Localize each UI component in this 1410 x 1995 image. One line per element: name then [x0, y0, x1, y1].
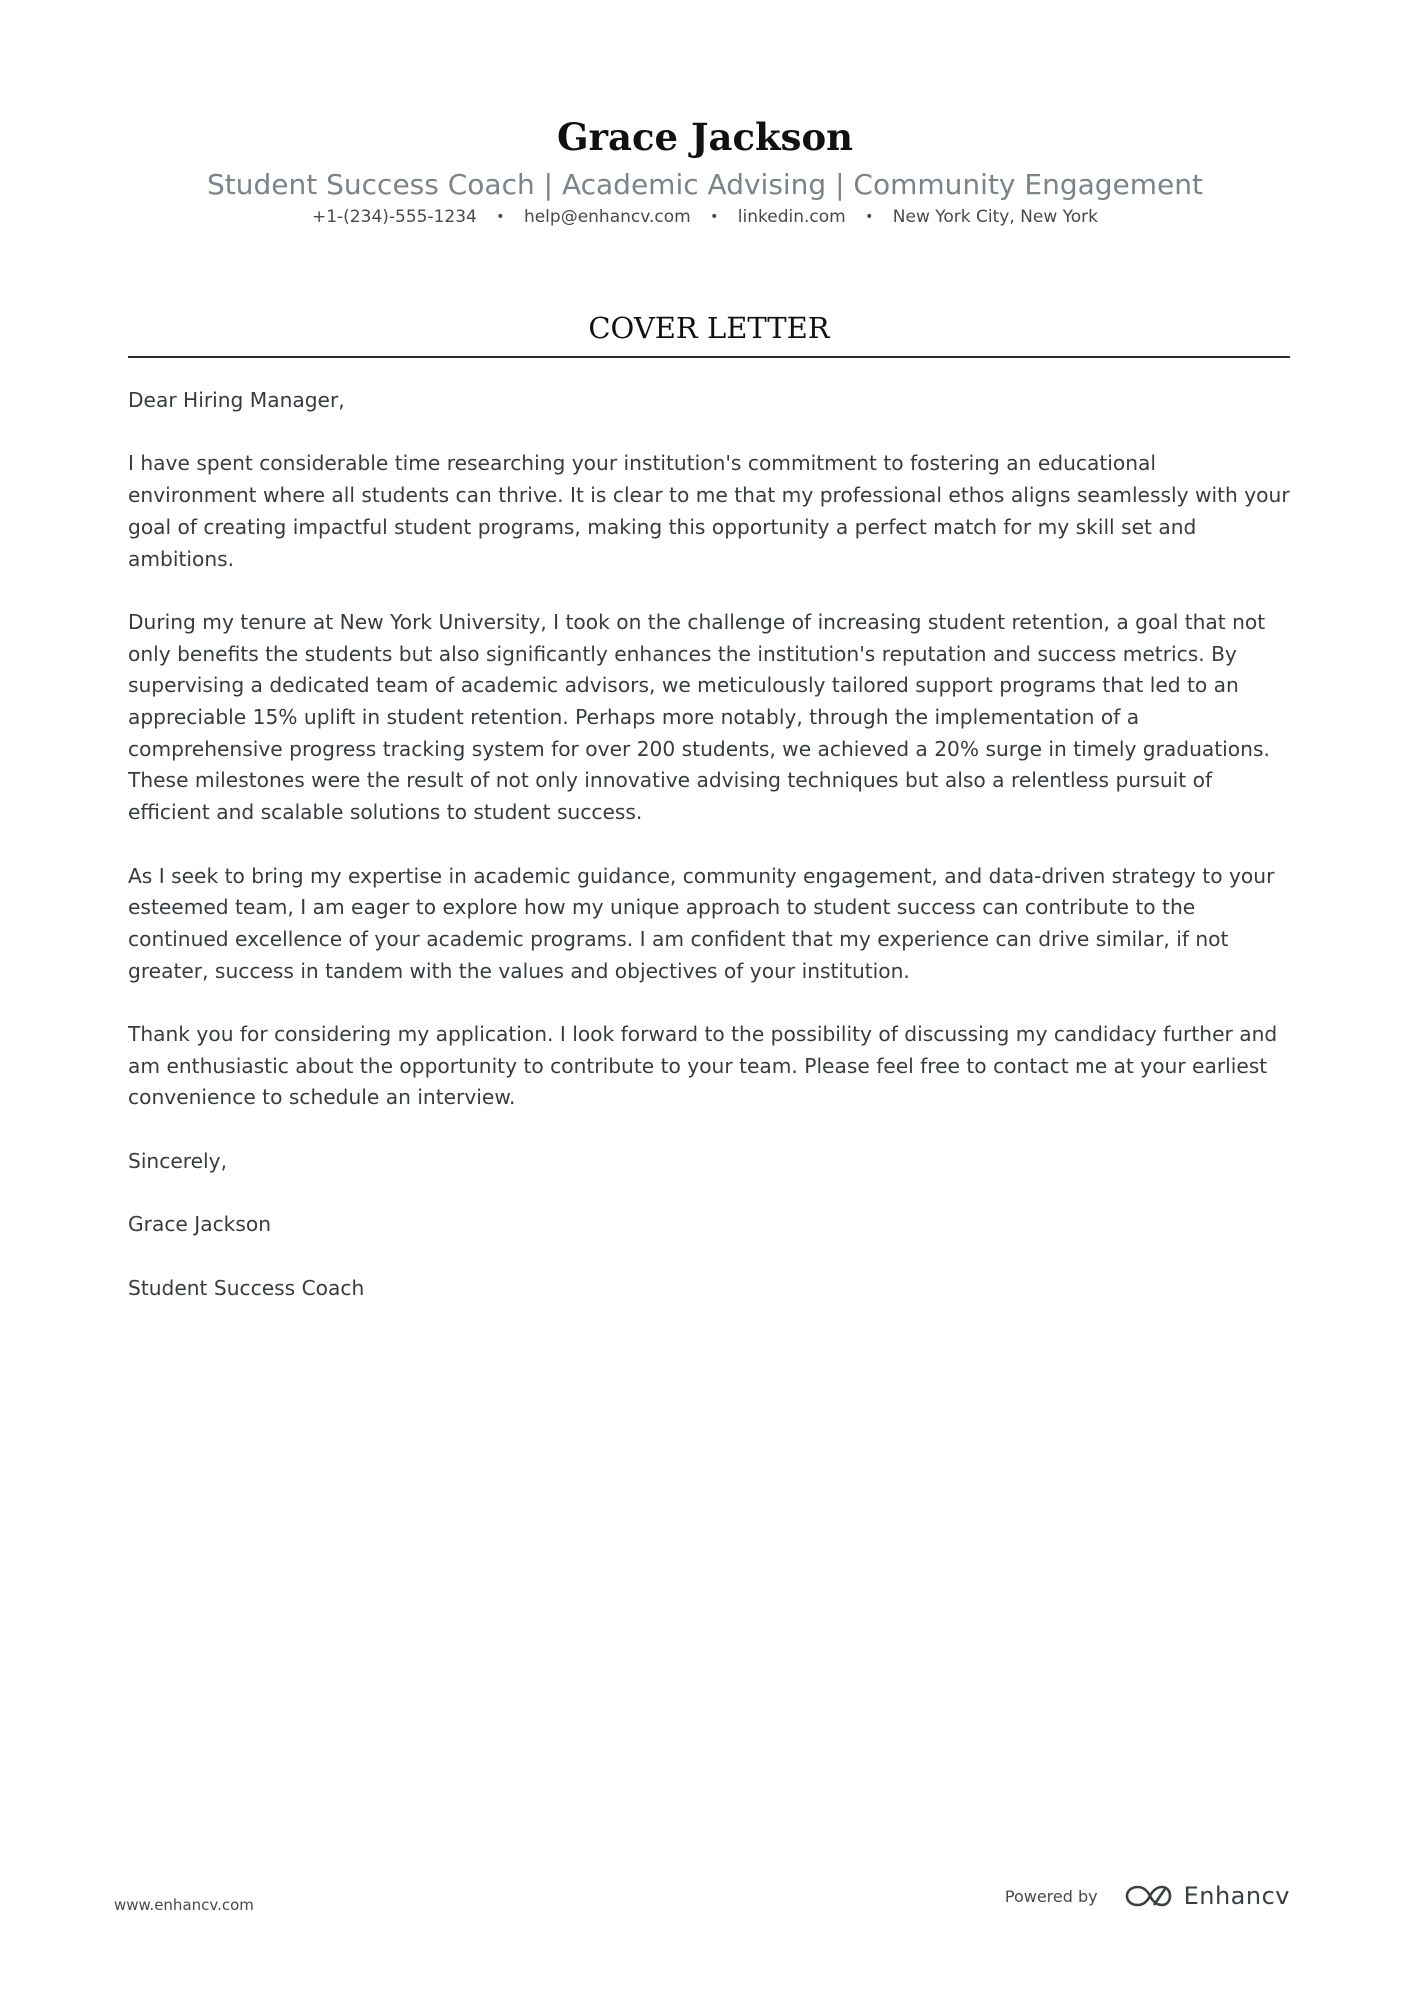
signature-title: Student Success Coach [128, 1275, 365, 1300]
section-divider [128, 356, 1290, 358]
applicant-headline: Student Success Coach | Academic Advising | Community Engagement [207, 168, 1203, 201]
letter-body [128, 385, 1290, 1336]
powered-by-label: Powered by [1004, 1886, 1098, 1906]
letter-paragraph: I have spent considerable time researching your institution's commitment to fostering an educational environment where all students can thrive. It is clear to me that my professional ethos aligns seamlessly with your goal of creating impactful student programs, making this opportunity a perfect match for my skill set and ambitions. [128, 451, 1290, 571]
letter-closing: Sincerely, [128, 1148, 227, 1173]
contact-line [0, 205, 1410, 230]
footer-website[interactable]: www.enhancv.com [114, 1896, 254, 1914]
enhancv-brand-name: Enhancv [1183, 1882, 1290, 1910]
letter-paragraph: Thank you for considering my application. I look forward to the possibility of discussing my candidacy further and am enthusiastic about the opportunity to contribute to your team. Please feel free to contact me at your earliest convenience to schedule an interview. [128, 1022, 1278, 1110]
resume-header [0, 112, 1410, 230]
section-title: COVER LETTER [588, 311, 830, 345]
signature-name: Grace Jackson [128, 1212, 272, 1237]
contact-phone: +1-(234)-555-1234 [311, 207, 477, 227]
contact-separator: • [865, 209, 874, 225]
contact-separator: • [710, 209, 719, 225]
contact-linkedin: linkedin.com [737, 207, 846, 227]
applicant-name: Grace Jackson [556, 115, 854, 159]
letter-paragraph: As I seek to bring my expertise in academic guidance, community engagement, and data-driven strategy to your esteemed team, I am eager to explore how my unique approach to student success can contribute to the continued excellence of your academic programs. I am confident that my experience can drive similar, if not greater, success in tandem with the values and objectives of your institution. [128, 863, 1275, 983]
enhancv-logo-icon [1124, 1883, 1172, 1909]
contact-email: help@enhancv.com [523, 207, 691, 227]
contact-location: New York City, New York [892, 207, 1099, 227]
contact-separator: • [496, 209, 505, 225]
letter-salutation: Dear Hiring Manager, [128, 388, 345, 412]
letter-paragraph: During my tenure at New York University, I took on the challenge of increasing student retention, a goal that not only benefits the students but also significantly enhances the institution's reputation and success metrics. By supervising a dedicated team of academic advisors, we meticulously tailored support programs that led to an appreciable 15% uplift in student retention. Perhaps more notably, through the implementation of a comprehensive progress tracking system for over 200 students, we achieved a 20% surge in timely graduations. These milestones were the result of not only innovative advising techniques but also a relentless pursuit of efficient and scalable solutions to student success. [128, 609, 1270, 825]
footer-branding[interactable] [1005, 1882, 1290, 1910]
